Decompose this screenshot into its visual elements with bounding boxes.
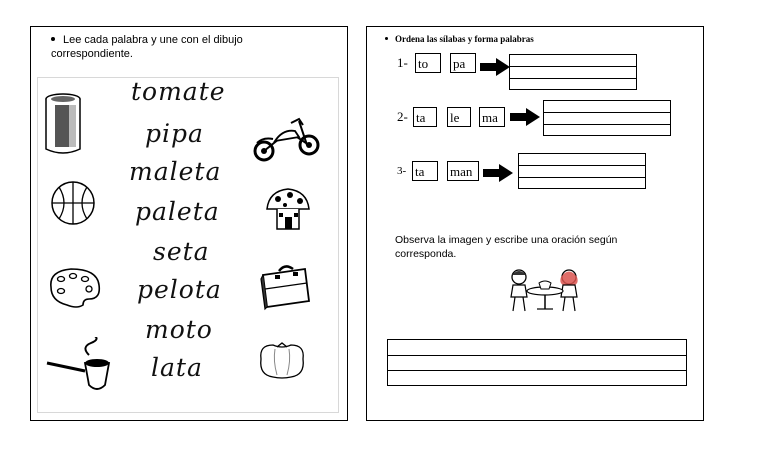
syllable-box: ta bbox=[413, 107, 437, 127]
syllable-box: man bbox=[447, 161, 479, 181]
answer-lines[interactable] bbox=[509, 54, 637, 90]
row-number: 3- bbox=[397, 165, 407, 177]
word-paleta: paleta bbox=[135, 197, 220, 226]
matching-instruction bbox=[51, 33, 291, 61]
syllable-box: ma bbox=[479, 107, 505, 127]
syllables-worksheet bbox=[366, 26, 704, 421]
word-seta: seta bbox=[153, 237, 210, 266]
ball-icon bbox=[49, 179, 97, 227]
tomato-icon bbox=[255, 339, 309, 381]
matching-worksheet bbox=[30, 26, 348, 421]
answer-lines[interactable] bbox=[518, 153, 646, 189]
word-tomate: tomate bbox=[131, 77, 226, 106]
syllables-instruction bbox=[385, 32, 534, 46]
word-lata: lata bbox=[151, 353, 203, 382]
instruction-text: Lee cada palabra y une con el dibujo correspondiente. bbox=[51, 34, 243, 60]
syllable-box: pa bbox=[450, 53, 476, 73]
syllable-box: to bbox=[415, 53, 441, 73]
instruction-text: Ordena las sílabas y forma palabras bbox=[395, 34, 534, 44]
word-pipa: pipa bbox=[145, 119, 204, 148]
syllable-box: le bbox=[447, 107, 471, 127]
motorbike-icon bbox=[251, 115, 323, 165]
row-number: 2- bbox=[397, 109, 408, 124]
sentence-answer-lines[interactable] bbox=[387, 339, 687, 386]
pipe-icon bbox=[45, 337, 113, 393]
mushroom-icon bbox=[263, 185, 313, 235]
word-pelota: pelota bbox=[137, 275, 222, 304]
bullet-icon bbox=[385, 37, 388, 40]
palette-icon bbox=[45, 265, 103, 309]
arrow-right-icon bbox=[480, 58, 510, 76]
answer-lines[interactable] bbox=[543, 100, 671, 136]
arrow-right-icon bbox=[483, 164, 513, 182]
word-moto: moto bbox=[145, 315, 213, 344]
word-maleta: maleta bbox=[129, 157, 222, 186]
kids-at-table-icon bbox=[505, 267, 585, 313]
can-icon bbox=[43, 91, 85, 159]
arrow-right-icon bbox=[510, 108, 540, 126]
syllable-box: ta bbox=[412, 161, 438, 181]
bullet-icon bbox=[51, 37, 55, 41]
observe-instruction: Observa la imagen y escribe una oración según corresponda. bbox=[395, 234, 618, 260]
row-number: 1- bbox=[397, 55, 408, 70]
suitcase-icon bbox=[257, 261, 313, 311]
